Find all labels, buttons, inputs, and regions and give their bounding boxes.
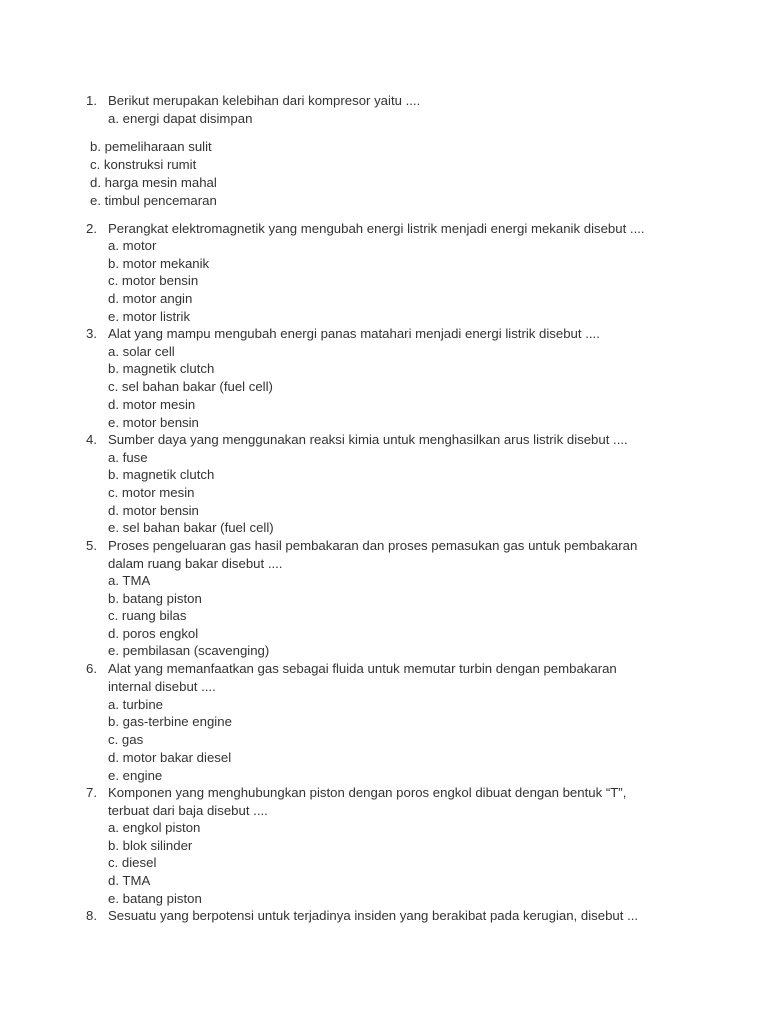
answer-option: d. harga mesin mahal [90, 175, 217, 190]
question-text: Sesuatu yang berpotensi untuk terjadinya insiden yang berakibat pada kerugian, disebut ... [108, 908, 639, 923]
question-text: internal disebut .... [108, 679, 216, 694]
question-number: 2. [86, 221, 97, 236]
answer-option: b. magnetik clutch [108, 361, 215, 376]
answer-option: e. motor listrik [108, 309, 191, 324]
answer-option: d. poros engkol [108, 626, 199, 641]
answer-option: c. motor bensin [108, 273, 199, 288]
answer-option: b. batang piston [108, 591, 202, 606]
question-number: 5. [86, 538, 97, 553]
question-text: Komponen yang menghubungkan piston dengan poros engkol dibuat dengan bentuk “T”, [108, 785, 627, 800]
answer-option: d. motor bensin [108, 503, 199, 518]
answer-option: c. sel bahan bakar (fuel cell) [108, 379, 273, 394]
question-number: 4. [86, 432, 97, 447]
answer-option: a. motor [108, 238, 157, 253]
question-number: 3. [86, 326, 97, 341]
answer-option: e. sel bahan bakar (fuel cell) [108, 520, 274, 535]
answer-option: c. motor mesin [108, 485, 195, 500]
answer-option: b. gas-terbine engine [108, 714, 232, 729]
answer-option: c. ruang bilas [108, 608, 187, 623]
answer-option: d. TMA [108, 873, 151, 888]
answer-option: b. motor mekanik [108, 256, 210, 271]
question-number: 6. [86, 661, 97, 676]
answer-option: d. motor angin [108, 291, 193, 306]
question-text: Alat yang mampu mengubah energi panas matahari menjadi energi listrik disebut .... [108, 326, 600, 341]
answer-option: a. solar cell [108, 344, 175, 359]
question-number: 7. [86, 785, 97, 800]
question-text: Berikut merupakan kelebihan dari kompresor yaitu .... [108, 93, 421, 108]
answer-option: a. engkol piston [108, 820, 201, 835]
answer-option: c. diesel [108, 855, 157, 870]
answer-option: e. engine [108, 768, 163, 783]
answer-option: e. batang piston [108, 891, 202, 906]
answer-option: a. fuse [108, 450, 148, 465]
answer-option: e. pembilasan (scavenging) [108, 643, 270, 658]
answer-option: b. magnetik clutch [108, 467, 215, 482]
question-text: Proses pengeluaran gas hasil pembakaran dan proses pemasukan gas untuk pembakaran [108, 538, 638, 553]
answer-option: e. timbul pencemaran [90, 193, 217, 208]
answer-option: a. TMA [108, 573, 151, 588]
question-text: dalam ruang bakar disebut .... [108, 556, 283, 571]
question-text: Alat yang memanfaatkan gas sebagai fluida untuk memutar turbin dengan pembakaran [108, 661, 617, 676]
question-number: 1. [86, 93, 97, 108]
answer-option: c. konstruksi rumit [90, 157, 197, 172]
question-text: Perangkat elektromagnetik yang mengubah energi listrik menjadi energi mekanik disebut .... [108, 221, 645, 236]
answer-option: a. energi dapat disimpan [108, 111, 253, 126]
answer-option: c. gas [108, 732, 144, 747]
answer-option: d. motor bakar diesel [108, 750, 232, 765]
answer-option: b. blok silinder [108, 838, 193, 853]
question-number: 8. [86, 908, 97, 923]
answer-option: d. motor mesin [108, 397, 196, 412]
answer-option: e. motor bensin [108, 415, 199, 430]
question-text: Sumber daya yang menggunakan reaksi kimia untuk menghasilkan arus listrik disebut .... [108, 432, 628, 447]
answer-option: b. pemeliharaan sulit [90, 139, 212, 154]
answer-option: a. turbine [108, 697, 163, 712]
question-text: terbuat dari baja disebut .... [108, 803, 268, 818]
